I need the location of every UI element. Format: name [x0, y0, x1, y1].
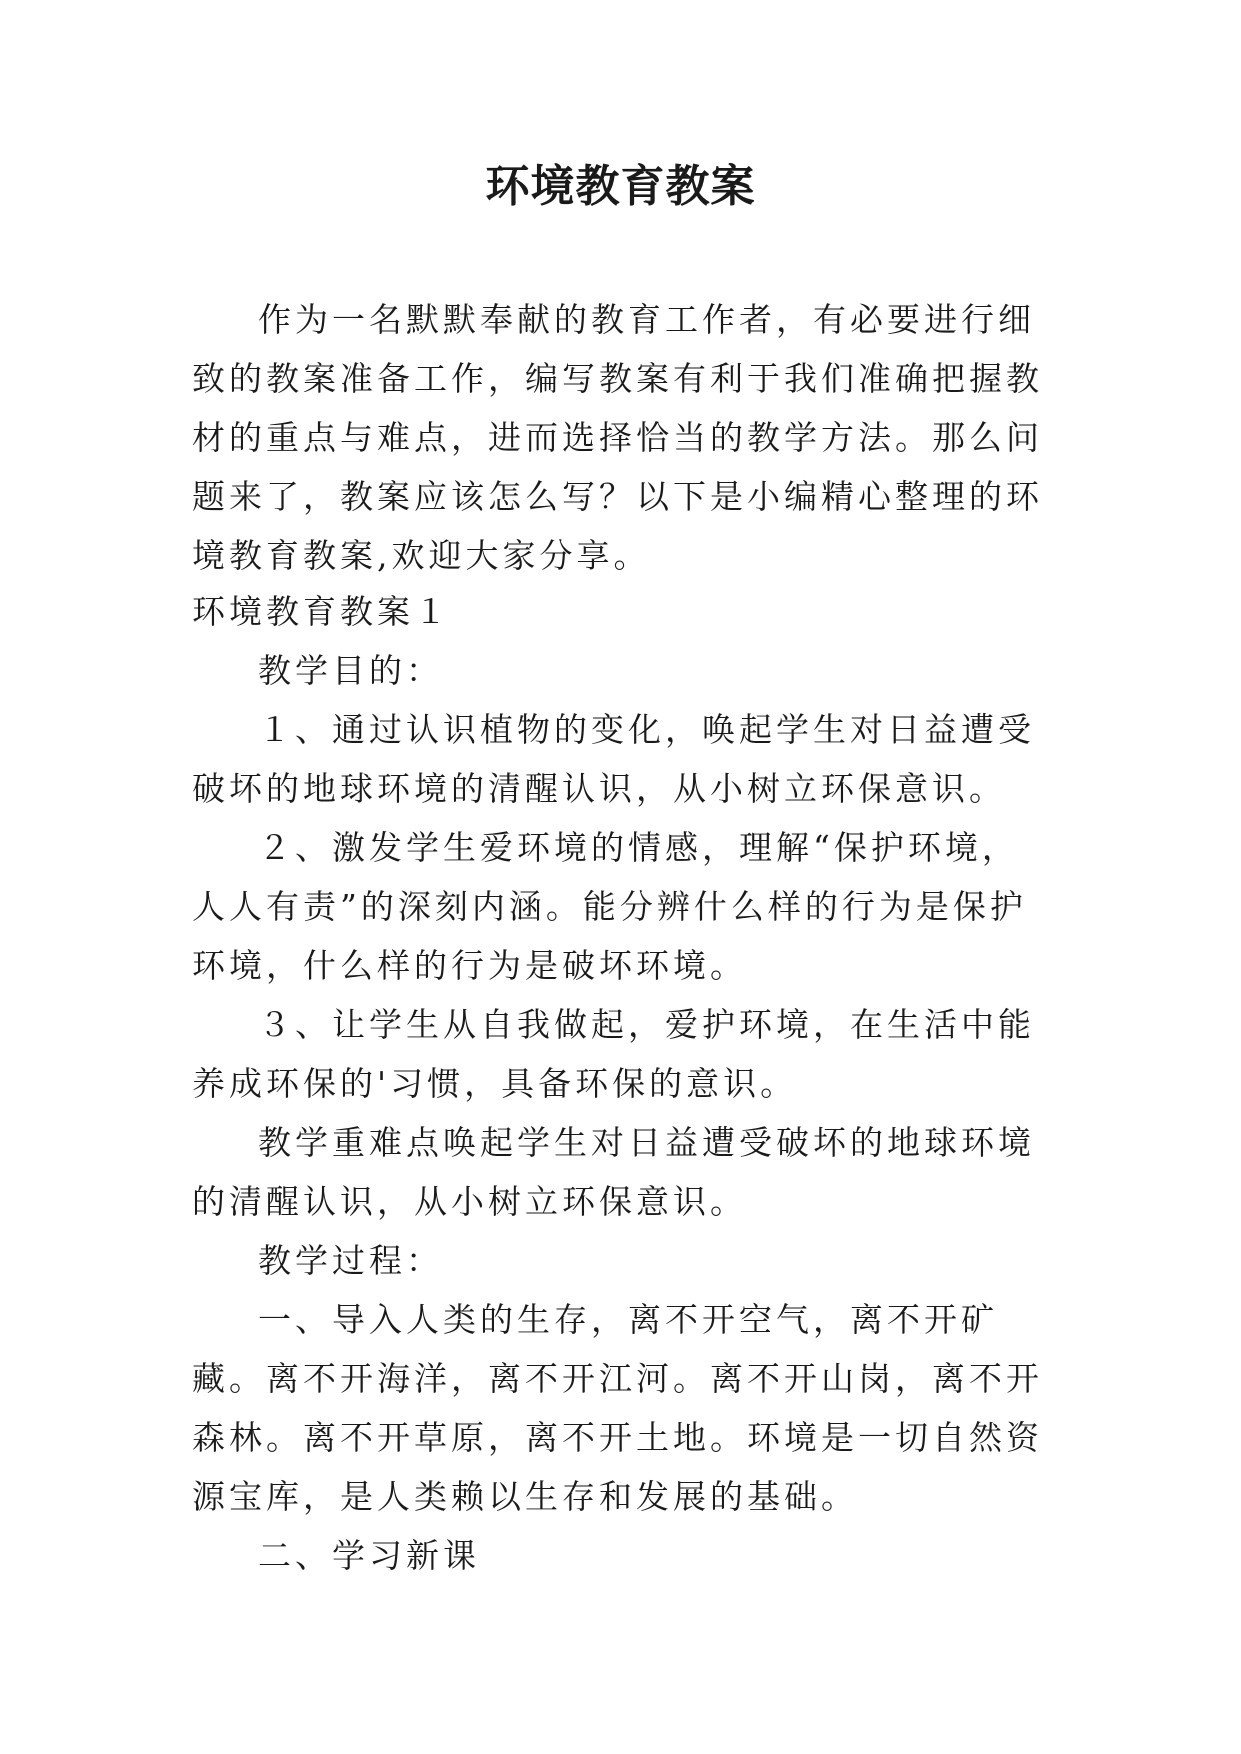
objective-item-1: １、通过认识植物的变化，唤起学生对日益遭受破坏的地球环境的清醒认识，从小树立环保意识。 [192, 710, 1035, 808]
section-heading: 环境教育教案１ [192, 592, 451, 631]
process-step-2: 二、学习新课 [258, 1536, 480, 1575]
objective-item-3: ３、让学生从自我做起，爱护环境，在生活中能养成环保的'习惯，具备环保的意识。 [192, 1005, 1035, 1103]
objective-item-2: ２、激发学生爱环境的情感，理解“保护环境，人人有责”的深刻内涵。能分辨什么样的行为是保护环境，什么样的行为是破坏环境。 [192, 828, 1027, 985]
intro-paragraph: 作为一名默默奉献的教育工作者，有必要进行细致的教案准备工作，编写教案有利于我们准确把握教材的重点与难点，进而选择恰当的教学方法。那么问题来了，教案应该怎么写？以下是小编精心整理的环境教育教案,欢迎大家分享。 [192, 300, 1043, 575]
objective-heading: 教学目的： [258, 651, 443, 690]
process-step-1: 一、导入人类的生存，离不开空气，离不开矿藏。离不开海洋，离不开江河。离不开山岗，离不开森林。离不开草原，离不开土地。环境是一切自然资源宝库，是人类赖以生存和发展的基础。 [192, 1300, 1043, 1516]
document-title: 环境教育教案 [485, 161, 756, 212]
lesson-plan-content [192, 582, 1052, 1585]
key-points-paragraph: 教学重难点唤起学生对日益遭受破坏的地球环境的清醒认识，从小树立环保意识。 [192, 1123, 1035, 1221]
process-heading: 教学过程： [258, 1241, 443, 1280]
